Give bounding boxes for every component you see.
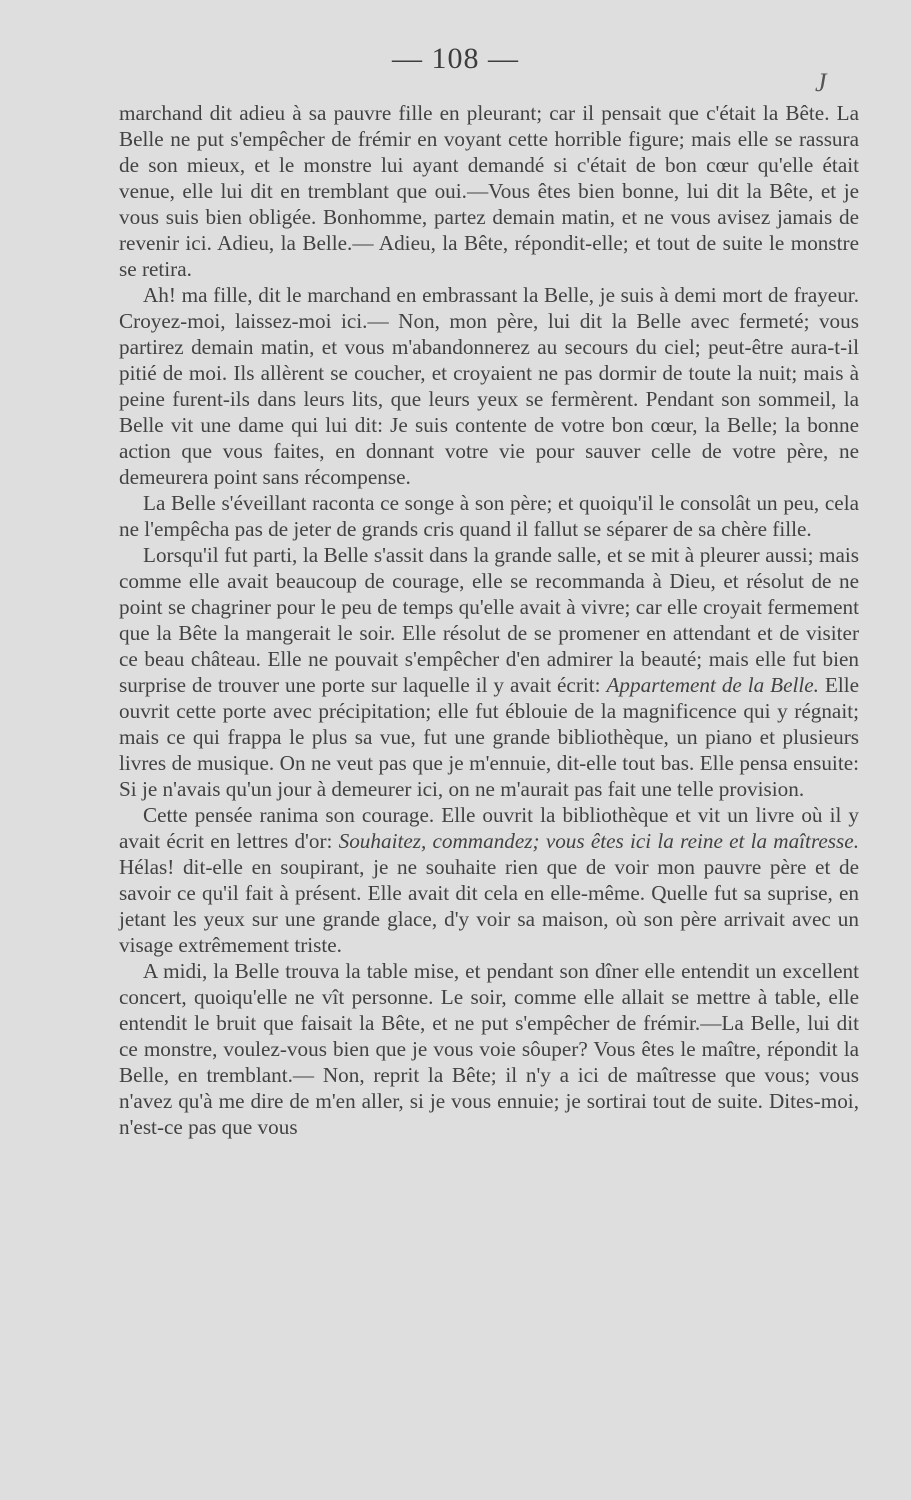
pencil-mark: J — [815, 68, 827, 97]
text-run: Cette pensée ranima son courage. Elle ouvrit la bibliothèque et vit un livre où il y avait écrit en lettres d'or: — [119, 803, 859, 853]
paragraph — [119, 282, 859, 490]
text-run: A midi, la Belle trouva la table mise, et pendant son dîner elle entendit un excellent concert, quoiqu'elle ne vît personne. Le soir, comme elle allait se mettre à table, elle entendit le bruit que faisait la Bête, et ne put s'empêcher de frémir.—La Belle, lui dit ce monstre, voulez-vous bien que je vous voie sôuper? Vous êtes le maître, répondit la Belle, en tremblant.— Non, reprit la Bête; il n'y a ici de maîtresse que vous; vous n'avez qu'à me dire de m'en aller, si je vous ennuie; je sortirai tout de suite. Dites-moi, n'est-ce pas que vous — [119, 959, 859, 1139]
text-run: marchand dit adieu à sa pauvre fille en pleurant; car il pensait que c'était la Bête. La Belle ne put s'empêcher de frémir en voyant cette horrible figure; mais elle se rassura de son mieux, et le monstre lui ayant demandé si c'était de bon cœur qu'elle était venue, elle lui dit en tremblant que oui.—Vous êtes bien bonne, lui dit la Bête, et je vous suis bien obligée. Bonhomme, partez demain matin, et ne vous avisez jamais de revenir ici. Adieu, la Belle.— Adieu, la Bête, répondit-elle; et tout de suite le monstre se retira. — [119, 101, 859, 281]
text-run: Elle ouvrit cette porte avec précipitation; elle fut éblouie de la magnificence qui y régnait; mais ce qui frappa le plus sa vue, fut une grande bibliothèque, un piano et plusieurs livres de musique. On ne veut pas que je m'ennuie, dit-elle tout bas. Elle pensa ensuite: Si je n'avais qu'un jour à demeurer ici, on ne m'aurait pas fait une telle provision. — [119, 673, 860, 801]
text-run: Lorsqu'il fut parti, la Belle s'assit dans la grande salle, et se mit à pleurer aussi; mais comme elle avait beaucoup de courage, elle se recommanda à Dieu, et résolut de ne point se chagriner pour le peu de temps qu'elle avait à vivre; car elle croyait fermement que la Bête la mangerait le soir. Elle résolut de se promener en attendant et de visiter ce beau château. Elle ne pouvait s'empêcher d'en admirer la beauté; mais elle fut bien surprise de trouver une porte sur laquelle il y avait écrit: — [119, 543, 859, 697]
paragraph — [119, 802, 859, 958]
text-run: Hélas! dit-elle en soupirant, je ne souhaite rien que de voir mon pauvre père et de savoir ce qu'il fait à présent. Elle avait dit cela en elle-même. Quelle fut sa suprise, en jetant les yeux sur une grande glace, d'y voir sa maison, où son père arrivait avec un visage extrêmement triste. — [119, 855, 859, 957]
paragraph — [119, 542, 859, 802]
page-number: — 108 — — [392, 42, 519, 75]
body-text — [119, 100, 859, 1140]
text-run: La Belle s'éveillant raconta ce songe à son père; et quoiqu'il le consolât un peu, cela ne l'empêcha pas de jeter de grands cris quand il fallut se séparer de sa chère fille. — [119, 491, 859, 541]
italic-inscription: Souhaitez, commandez; vous êtes ici la reine et la maîtresse. — [338, 829, 859, 853]
paragraph — [119, 958, 859, 1140]
text-run: Ah! ma fille, dit le marchand en embrassant la Belle, je suis à demi mort de frayeur. Croyez-moi, laissez-moi ici.— Non, mon père, lui dit la Belle avec fermeté; vous partirez demain matin, et vous m'abandonnerez au secours du ciel; peut-être aura-t-il pitié de moi. Ils allèrent se coucher, et croyaient ne pas dormir de toute la nuit; mais à peine furent-ils dans leurs lits, que leurs yeux se fermèrent. Pendant son sommeil, la Belle vit une dame qui lui dit: Je suis contente de votre bon cœur, la Belle; la bonne action que vous faites, en donnant votre vie pour sauver celle de votre père, ne demeurera point sans récompense. — [119, 283, 859, 489]
italic-inscription: Appartement de la Belle. — [606, 673, 819, 697]
paragraph — [119, 490, 859, 542]
paragraph — [119, 100, 859, 282]
